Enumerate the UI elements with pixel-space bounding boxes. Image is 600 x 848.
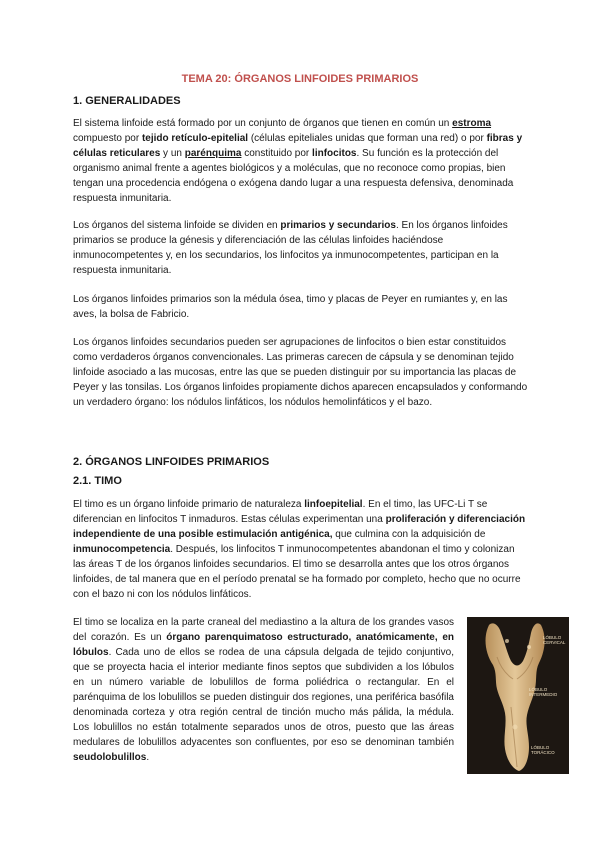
paragraph-generalidades-2: Los órganos del sistema linfoide se dividen en primarios y secundarios. En los órganos linfoides primarios se produce la génesis y diferenciación de las células linfoides haciéndose inmunocompetentes y, en los secundarios, los linfocitos ya inmunocompetentes, participan en la respuesta inmunitaria.: [73, 220, 508, 276]
thymus-label-thoracic: LÓBULO TORÁCICO: [531, 745, 555, 755]
thymus-photo: [467, 617, 569, 774]
paragraph-generalidades-1: El sistema linfoide está formado por un conjunto de órganos que tienen en común un estroma compuesto por tejido retículo-epitelial (células epiteliales unidas que forman una red) o por fibras y células reticulares y un parénquima constituido por linfocitos. Su función es la protección del organismo animal frente a agentes biológicos y a moléculas, que no reconoce como propias, bien tengan una procedencia endógena o exógena dando lugar a una respuesta defensiva, denominada respuesta inmunitaria.: [73, 118, 523, 204]
paragraph-timo-2: El timo se localiza en la parte craneal del mediastino a la altura de los grandes vasos del corazón. Es un órgano parenquimatoso estructurado, anatómicamente, en lóbulos. Cada uno de ellos se rodea de una cápsula delgada de tejido conjuntivo, que se proyecta hacia el interior mediante finos septos que subdividen a los lóbulos en un número variable de lobulillos de forma poliédrica o rectangular. En el parénquima de los lobulillos se pueden distinguir dos regiones, una periférica basófila denominada corteza y otra región central de tinción mucho más pálida, la médula. Los lobulillos no están totalmente separados unos de otros, puesto que las áreas medulares de lobulillos adyacentes son confluentes, por eso se denominan también seudolobulillos.: [73, 617, 454, 763]
thymus-label-intermediate: LÓBULO INTERMEDIO: [529, 687, 558, 697]
paragraph-generalidades-3: Los órganos linfoides primarios son la médula ósea, timo y placas de Peyer en rumiantes y, en las aves, la bolsa de Fabricio.: [73, 294, 508, 320]
thymus-label-cervical: LÓBULO CERVICAL: [543, 635, 566, 645]
document-title: TEMA 20: ÓRGANOS LINFOIDES PRIMARIOS: [181, 73, 419, 85]
paragraph-generalidades-4: Los órganos linfoides secundarios pueden ser agrupaciones de linfocitos o bien estar constituidos como verdaderos órganos convencionales. Las primeras carecen de cápsula y se denominan tejido linfoide asociado a las mucosas, entre las que se pueden distinguir por su importancia las placas de Peyer y las tonsilas. Los órganos linfoides propiamente dichos aparecen encapsulados y conformando un verdadero órgano: los nódulos linfáticos, los nódulos hemolinfáticos y el bazo.: [73, 337, 528, 408]
subsection-heading-timo: 2.1. TIMO: [73, 475, 122, 487]
section-heading-generalidades: 1. GENERALIDADES: [73, 95, 181, 107]
section-heading-organos-primarios: 2. ÓRGANOS LINFOIDES PRIMARIOS: [73, 456, 270, 468]
paragraph-timo-1: El timo es un órgano linfoide primario de naturaleza linfoepitelial. En el timo, las UFC-Li T se diferencian en linfocitos T inmaduros. Estas células experimentan una proliferación y diferenciación independiente de una posible estimulación antigénica, que culmina con la adquisición de inmunocompetencia. Después, los linfocitos T inmunocompetentes abandonan el timo y colonizan las áreas T de los órganos linfoides secundarios. El timo se desarrolla antes que los otros órganos linfoides, de tal manera que en el período prenatal se ha formado por completo, hecho que no ocurre con el bazo ni con los nódulos linfáticos.: [73, 499, 526, 600]
